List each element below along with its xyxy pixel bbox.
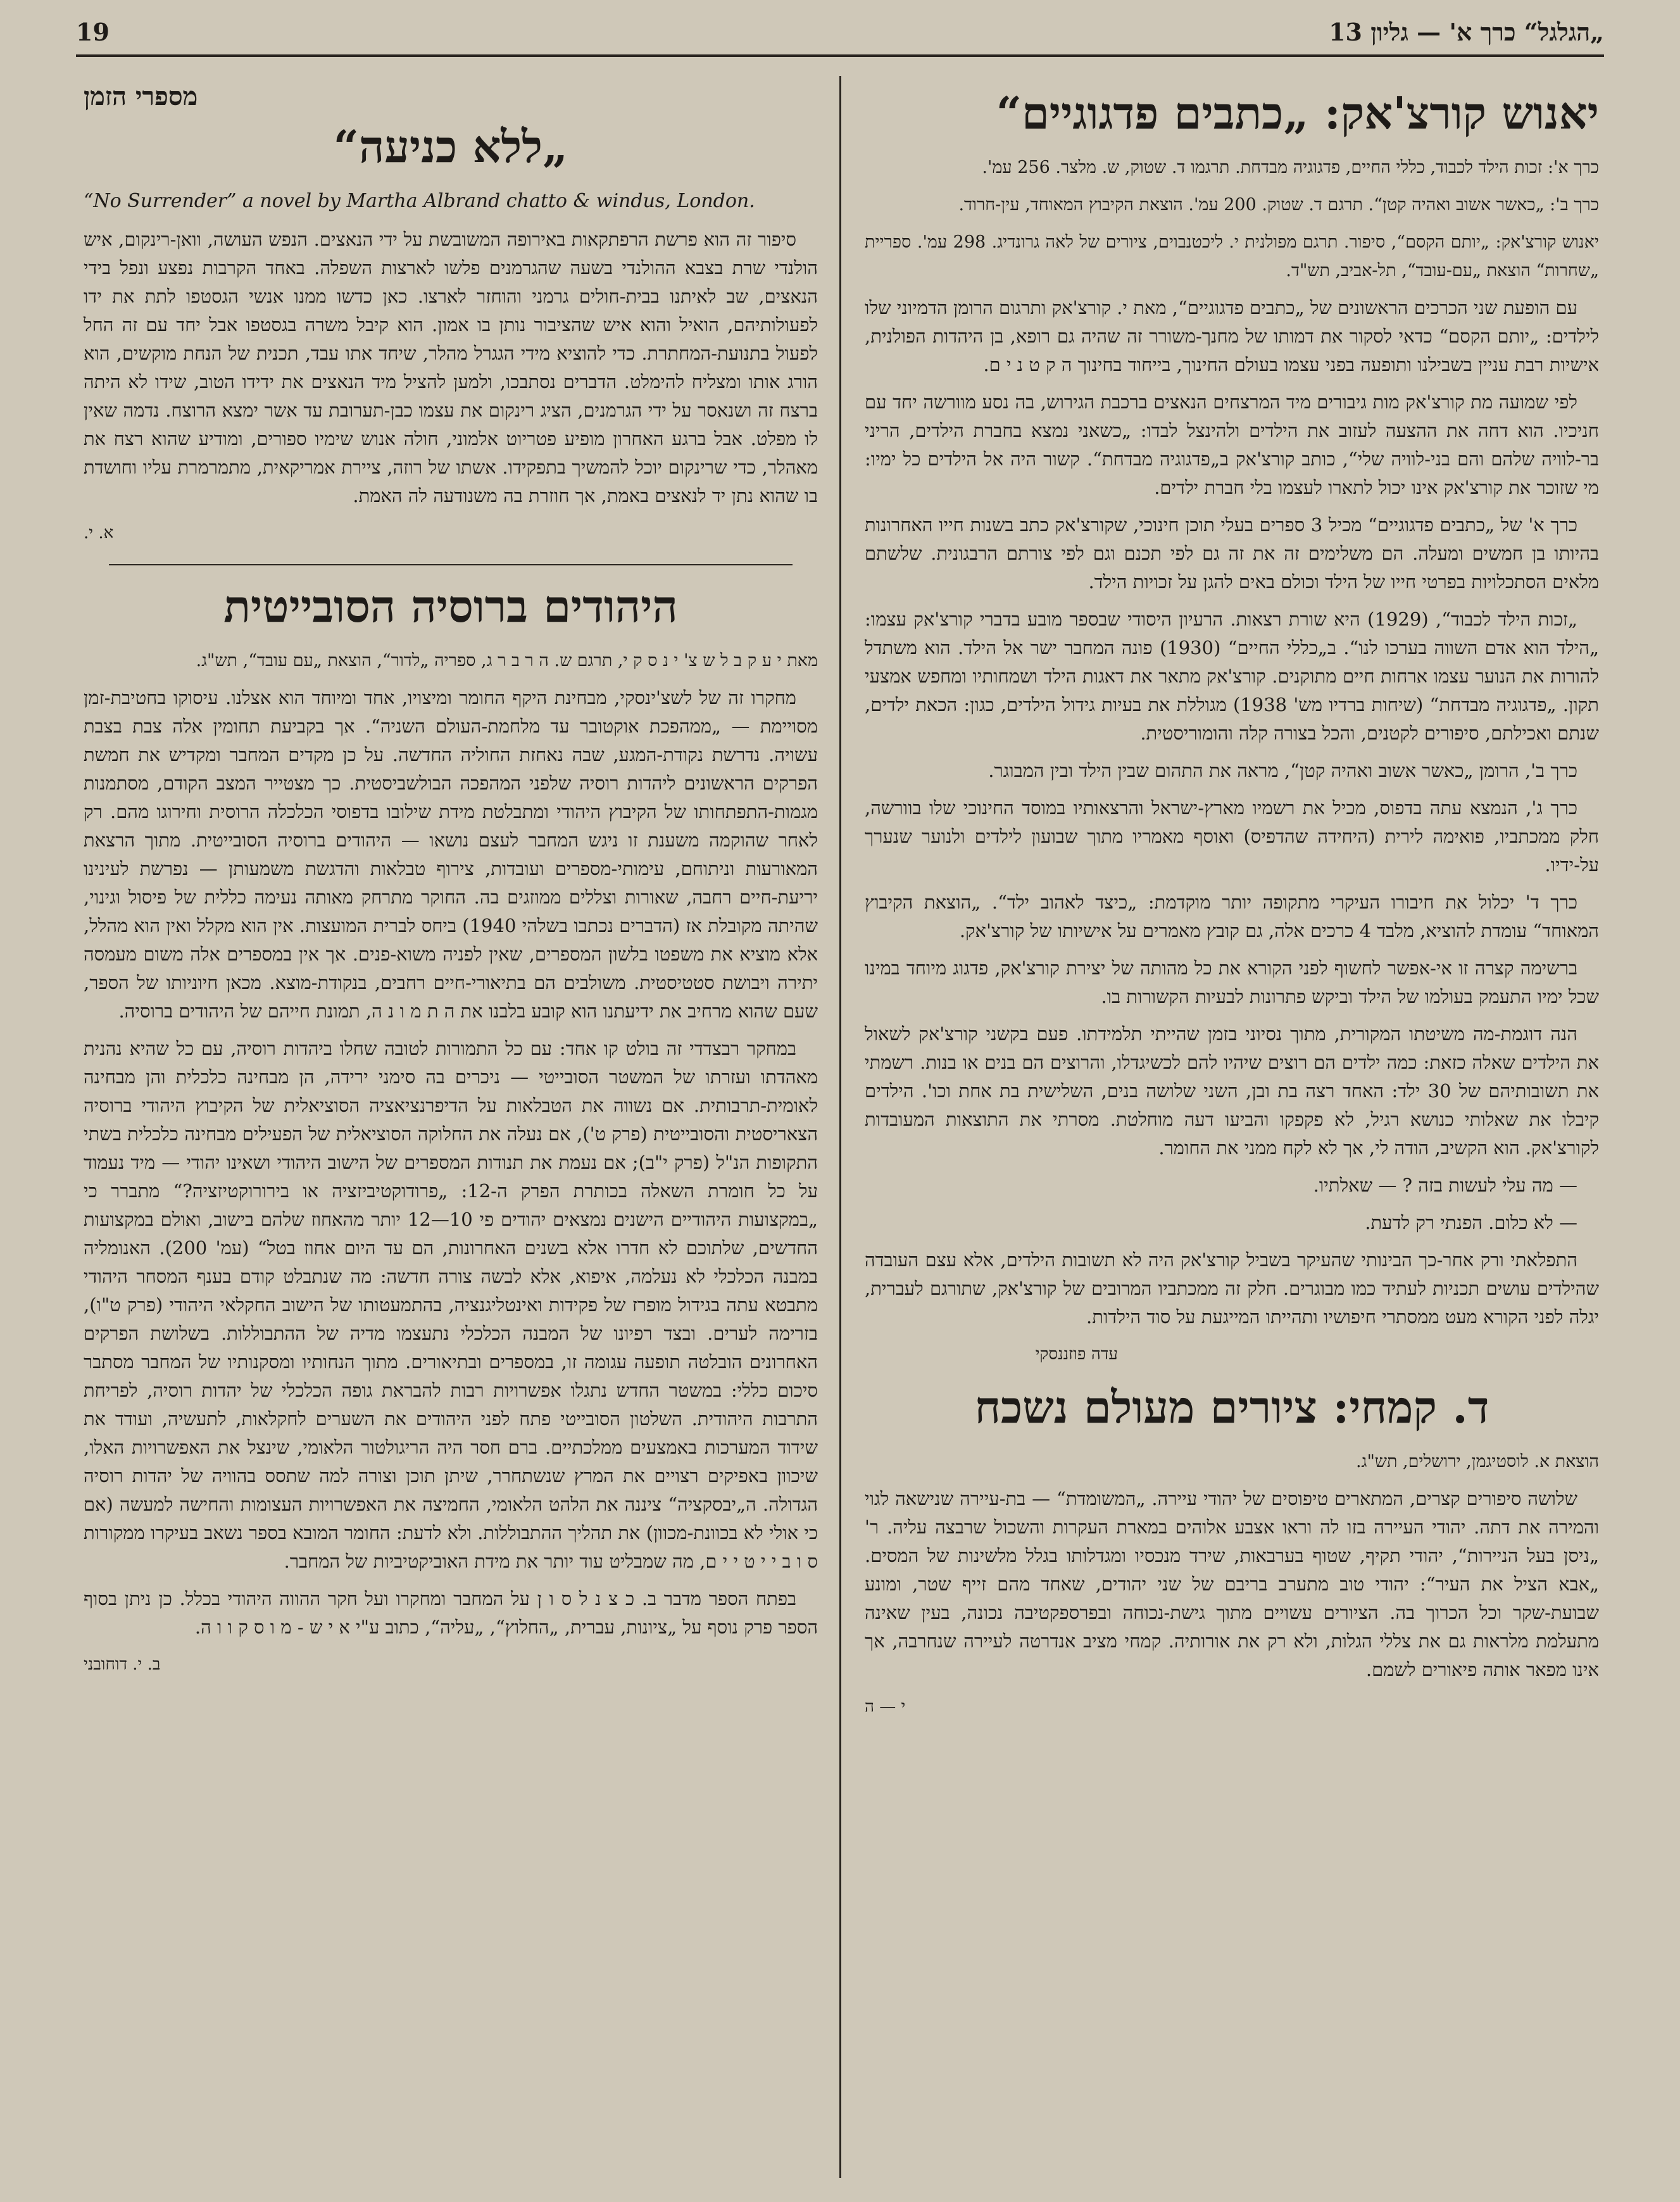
korczak-ref-3: יאנוש קורצ'אק: „יותם הקסם“, סיפור. תרגם מפולנית י. ליכטנבוים, ציורים של לאה גרונדיג. 298 עמ'. ספריית „שחרות“ הוצאת „עם-עובד“, תל-אביב, תש"ד. [865,232,1599,280]
korczak-paragraph: עם הופעת שני הכרכים הראשונים של „כתבים פדגוגיים“, מאת י. קורצ'אק ותרגום הרומן הדמיוני שלו לילדים: „יותם הקסם“ כדאי לסקור את דמותו של מחנך-משורר זה שהיה גם רופא, בן היהדות הפולנית, אישיות רבת עניין בשבילנו ותופעה בפני עצמו בעולם החינוך, בייחוד בחינוך ה ק ט נ י ם. [865,297,1599,375]
jews-russia-ref: מאת י ע ק ב ל ש צ' י נ ס ק י, תרגם ש. ה ר ב ר ג, ספריה „לדור“, הוצאת „עם עובד“, תש"ג. [196,651,818,670]
no-surrender-signature: א. י. [84,524,114,543]
issue-line: „הגלגל“ כרך א' — גליון 13 [1329,18,1604,46]
jews-russia-title: היהודים ברוסיה הסובייטית [223,580,678,632]
no-surrender-title: „ללא כניעה“ [333,120,568,173]
korczak-paragraph: „זכות הילד לכבוד“, (1929) היא שורת רצאות. הרעיון היסודי שבספר מובע בדברי קורצ'אק עצמו: „הילד הוא אדם השווה בערכו לנו“. ב„כללי החיים“ (1930) פונה המחבר ישר אל הילד. הוא משתדל להורות את הנוער עצמו ארחות חיים מתוקנים. קורצ'אק מתאר את דאגות הילד ושמחותיו ומחפש אמצעי תקון. „פדגוגיה מבדחת“ (שיחות ברדיו מש' 1938) מגוללת את בעיות גידול הילדים, כגון: הכאת ילדים, שנתם ואכילתם, סיפורים לקטנים, והכל בצורה קלה והומוריסטית. [865,608,1599,744]
korczak-dialogue: — לא כלום. הפנתי רק לדעת. [1365,1212,1577,1233]
korczak-paragraph: כרך א' של „כתבים פדגוגיים“ מכיל 3 ספרים בעלי תוכן חינוכי, שקורצ'אק כתב בשנות חייו האחרונות בהיותו בן חמשים ומעלה. הם משלימים זה את זה גם לפי תכנם וגם לפי צורתם הרבגונית. שלשתם מלאים הסתכלויות בפרטי חייו של הילד וכולם באים להגן על זכויות הילד. [865,514,1599,593]
korczak-ref-2: כרך ב': „כאשר אשוב ואהיה קטן“. תרגם ד. שטוק. 200 עמ'. הוצאת הקיבוץ המאוחד, עין-חרוד. [958,195,1599,215]
korczak-paragraph: לפי שמועה מת קורצ'אק מות גיבורים מיד המרצחים הנאצים ברכבת הגירוש, בה נסע מוורשה יחד עם חניכיו. הוא דחה את ההצעה לעזוב את הילדים ולהינצל לבדו: „כשאני נמצא בחברת הילדים, הריני בר-לוויה שלהם והם בני-לוויה שלי“, כותב קורצ'אק ב„פדגוגיה מבדחת“. קשור היה אל הילדים כל ימיו: מי שזוכר את קורצ'אק אינו יכול לתארו לעצמו בלי חברת ילדים. [865,391,1599,498]
column-divider [839,76,841,2178]
kimhi-paragraph: שלושה סיפורים קצרים, המתארים טיפוסים של יהודי עיירה. „המשומדת“ — בת-עיירה שנישאה לגוי והמירה את דתה. יהודי העיירה בזו לה וראו אצבע אלוהים במארת העקרות והשכול שרבצה עליה. ר' „ניסן בעל הניירות“, יהודי תקיף, שטוף בערבאות, שירד מנכסיו ומגדלותו בגלל מלשינות של המסים. „אבא הציל את העיר“: יהודי טוב מתערב בריבם של שני יהודים, שאחד מהם זייף שטר, ומונע שבועת-שקר וכל הכרוך בה. הציורים עשויים מתוך גישת-נכוחה ובפרספקטיבה נכונה, בעין שאינה מתעלמת מלראות גם את צללי הגלות, ולא רק את אורותיה. קמחי מציב אנדרטה לעיירה שנחרבה, אך אינו מפאר אותה פיאורים לשמם. [865,1488,1599,1680]
jews-russia-paragraph: במחקר רבצדדי זה בולט קו אחד: עם כל התמורות לטובה שחלו ביהדות רוסיה, עם כל שהיא נהנית מאהדתו ועזרתו של המשטר הסובייטי — ניכרים בה סימני ירידה, הן מבחינה כלכלית והן מבחינה לאומית-תרבותית. אם נשווה את הטבלאות על הדיפרנציאציה הסוציאלית של הקיבוץ היהודי ברוסיה הצאריסטית והסובייטית (פרק ט'), אם נעלה את החלוקה הסוציאלית של הפעילים מבחינה כלכלית בשתי התקופות הנ"ל (פרק י"ב); אם נעמת את תנודות המספרים של הישוב היהודי ושאינו יהודי — מיד נעמוד על כל חומרת השאלה בכותרת הפרק ה-12: „פרודוקטיביזציה או בירורוקטיזציה?“ מתברר כי „במקצועות היהודיים הישנים נמצאים יהודים פי 10—12 יותר מהאחוז שלהם בישוב, ואולם במקצועות החדשים, שלתוכם לא חדרו אלא בשנים האחרונות, הם עד היום אחוז בטל“ (עמ' 200). האנומליה במבנה הכלכלי לא נעלמה, איפוא, אלא לבשה צורה חדשה: מה שנתבלט קודם בענף המסחר היהודי מתבטא עתה בגידול מופרז של פקידות ואינטליגנציה, בהתמעטותו של הישוב החקלאי היהודי (פרק ט"ו), בזרימה לערים. ובצד רפיונו של המבנה הכלכלי נתעצמו מדיה של ההתבוללות. בשלושת הפרקים האחרונים הובלטה תופעה עגומה זו, במספרים ובתיאורים. מתוך הנחותיו ומסקנותיו של המחבר מסתבר סיכום כללי: במשטר החדש נתגלו אפשרויות רבות להבראת גופה הכלכלי של יהדות רוסיה, לפריחת התרבות היהודית. השלטון הסובייטי פתח לפני היהודים את השערים לחקלאות, לתעשיה, ועודד את שידוד המערכות באמצעים ממלכתיים. ברם חסר היה הריגולטור הלאומי, שינצל את האפשרויות האלו, שיכוון באפיקים רצויים את המרץ שנשתחרר, שיתן תוכן וצורה למה שתסס בהוויה של יהדות רוסיה הגדולה. ה„יבסקציה“ ציננה את הלהט הלאומי, החמיצה את האפשרויות העצומות והחישה למעשה (אם כי אולי לא בכוונת-מכוון) את תהליך ההתבוללות. ולא לדעת: החומר המובא בספר נשאב בעיקרו ממקורות ס ו ב י י ט י י ם, מה שמבליט עוד יותר את מידת האוביקטיביות של המחבר. [84,1038,818,1572]
korczak-paragraph: כרך ב', הרומן „כאשר אשוב ואהיה קטן“, מראה את התהום שבין הילד ובין המבוגר. [988,760,1577,781]
no-surrender-paragraph: סיפור זה הוא פרשת הרפתקאות באירופה המשובשת על ידי הנאצים. הנפש העושה, וואן-רינקום, איש הולנדי שרת בצבא ההולנדי בשעה שהגרמנים פלשו לארצות השפלה. באחד הקרבות נפצע ונפל בידי הנאצים, שב לאיתנו בבית-חולים גרמני והוחזר לארצו. כאן כדשו ממנו אנשי הגסטפו לתת את ידו לפעולותיהם, הואיל והוא איש שהציבור נותן בו אמון. הוא קיבל משרה בגסטפו אבל יחד עם זה החל לפעול בתנועת-המחתרת. כדי להוציא מידי הגגרל מהלר, שיחד אתו עבד, תכנית של הנחת מוקשים, הוא הורג אותו ומצליח להימלט. הדברים נסתבכו, ולמען להציל מיד הנאצים את ידידו הטוב, שידו לא היתה ברצח זה ושנאסר על ידי הגרמנים, הציג רינקום את עצמו כבן-תערובת עד אשר ימצא הרוצח. נדמה שאין לו מפלט. אבל ברגע האחרון מופיע פטריוט אלמוני, חולה אנוש שימיו ספורים, ומודיע שהוא רצח את מאהלר, כדי שרינקום יוכל להמשיך בתפקידו. אשתו של רוזה, ציירת אמריקאית, מתמרמרת עליו וחושדת בו שהוא נתן יד לנאצים באמת, אך חוזרת בה משנודעה לה האמת. [84,229,818,506]
korczak-ref-1: כרך א': זכות הילד לכבוד, כללי החיים, פדגוגיה מבדחת. תרגמו ד. שטוק, ש. מלצר. 256 עמ'. [982,158,1599,177]
kimhi-ref: הוצאת א. לוסטיגמן, ירושלים, תש"ג. [1355,1452,1599,1471]
korczak-paragraph: הנה דוגמת-מה משיטתו המקורית, מתוך נסיוני בזמן שהייתי תלמידתו. פעם בקשני קורצ'אק לשאול את הילדים שאלה כזאת: כמה ילדים הם רוצים שיהיו להם לכשיגדלו, והרוצים הם בנים או בנות. רשמתי את תשובותיהם של 30 ילד: האחד רצה בת ובן, השני שלושה בנים, השלישית בת אחת וכו'. הילדים קיבלו את שאלותי כנושא רגיל, לא פקפקו והביעו דעה מוחלטת. מסרתי את התוצאות המעובדות לקורצ'אק. הוא הקשיב, הודה לי, אך לא לקח ממני את החומר. [865,1023,1599,1159]
jews-russia-paragraph: מחקרו זה של לשצ'ינסקי, מבחינת היקף החומר ומיצויו, אחד ומיוחד הוא אצלנו. עיסוקו בחטיבת-זמן מסויימת — „ממהפכת אוקטובר עד מלחמת-העולם השניה“. אך בקביעת תחומין אלה צבת בצבת עשויה. נדרשת נקודת-המגע, שבה נאחזת החוליה החדשה. על כן מקדים המחבר ומקדיש את חמשת הפרקים הראשונים ליהדות רוסיה שלפני המהפכה הבולשביסטית. כך מצטייר המצב הקודם, מסתמנות מגמות-התפתחותו של הקיבוץ היהודי ומתבלטת מידת שילובו בדפוסי הכלכלה הרוסית וחירוגו מהם. רק לאחר שהוקמה משענת זו ניגש המחבר לעצם נושאו — היהודים ברוסיה הסובייטית. מתוך הרצאת המאורעות וניתוחם, עימותי-מספרים ועובדות, צירוף טבלאות והדגשת משמעותן — נפרשת לעינינו יריעת-חיים רחבה, שאורות וצללים ממוזגים בה. החוקר מתרחק מאותה נעימה כללית של פיסול וגינוי, שהיתה מקובלת אז (הדברים נכתבו בשלהי 1940) ביחס לברית המועצות. אין הוא מקלל ואין הוא מהלל, אלא מוציא את משפטו בלשון המספרים, שאין לפניה משוא-פנים. אך אין במספרים אלה משום מעמסה יתירה ויבושת סטטיסטית. משולבים הם בתיאורי-חיים רחבים, בנקודת-מוצא. מכאן חיוניותו של הספר, שעם שהוא מרחיב את ידיעתנו הוא קובע בלבנו את ה ת מ ו נ ה, תמונת חייהם של היהודים ברוסיה. [84,687,818,1022]
no-surrender-english-line: “No Surrender” a novel by Martha Albrand chatto & windus, London. [84,190,755,212]
korczak-paragraph: התפלאתי ורק אחר-כך הבינותי שהעיקר בשביל קורצ'אק היה לא תשובות הילדים, אלא עצם העובדה שהילדים עושים תכניות לעתיד כמו מבוגרים. חלק זה ממכתביו המרובים של קורצ'אק, שתורגם לעברית, יגלה לפני הקורא מעט ממסתרי חיפושיו ותהייתו המייגעת על סוד הילדות. [865,1249,1599,1328]
right-column [865,82,1599,2172]
section-label: מספרי הזמן [84,82,198,111]
korczak-title: יאנוש קורצ'אק: „כתבים פדגוגיים“ [996,87,1599,139]
korczak-dialogue: — מה עלי לעשות בזה ? — שאלתיו. [1313,1174,1577,1196]
page-header [76,18,1604,51]
header-rule [76,54,1604,57]
jews-russia-signature: ב. י. דוחובני [84,1655,161,1674]
left-column [84,82,818,2172]
section-divider [109,564,793,565]
korczak-paragraph: כרך ג', הנמצא עתה בדפוס, מכיל את רשמיו מארץ-ישראל והרצאותיו במוסד החינוכי שלו בוורשה, חלק ממכתביו, פואימה לירית (היחידה שהדפיס) ואוסף מאמריו מתוך שבועון לילדים ולנוער שנערך על-ידיו. [865,797,1599,876]
korczak-paragraph: ברשימה קצרה זו אי-אפשר לחשוף לפני הקורא את כל מהותה של יצירת קורצ'אק, פדגוג מיוחד במינו שכל ימיו התעמק בעולמו של הילד וביקש פתרונות לבעיות הקשורות בו. [865,957,1599,1007]
page-number: 19 [76,18,110,46]
korczak-signature: עדה פוזננסקי [1035,1345,1118,1364]
korczak-paragraph: כרך ד' יכלול את חיבורו העיקרי מתקופה יותר מוקדמת: „כיצד לאהוב ילד“. „הוצאת הקיבוץ המאוחד“ עומדת להוציא, מלבד 4 כרכים אלה, גם קובץ מאמרים על אישיותו של קורצ'אק. [865,891,1599,941]
kimhi-signature: י — ה [865,1697,906,1716]
jews-russia-paragraph: בפתח הספר מדבר ב. כ צ נ ל ס ו ן על המחבר ומחקרו ועל חקר ההווה היהודי בכלל. כן ניתן בסוף הספר פרק נוסף על „ציונות, עברית, „החלוץ“, „עליה“, כתוב ע"י א י ש - מ ו ס ק ו ו ה. [84,1588,818,1638]
kimhi-title: ד. קמחי: ציורים מעולם נשכח [974,1381,1489,1433]
